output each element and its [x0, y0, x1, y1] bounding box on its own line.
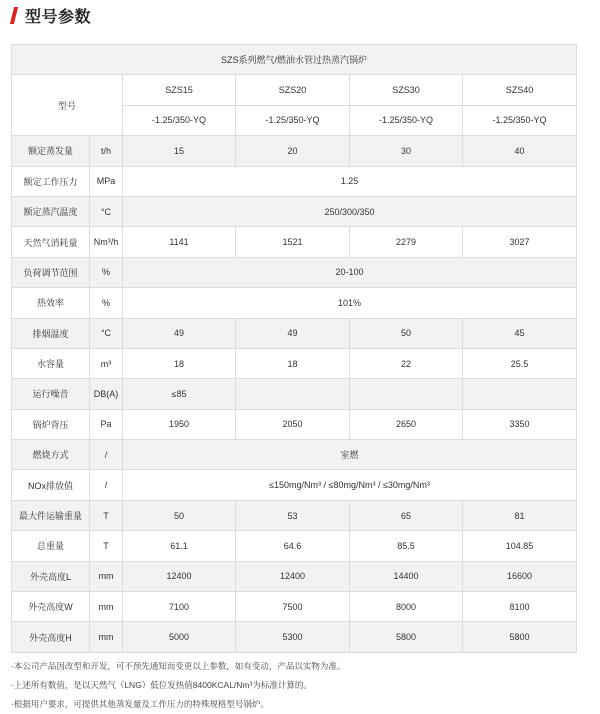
cell-value: 8100	[463, 592, 577, 622]
cell-value	[236, 379, 350, 409]
row-unit: Nm³/h	[90, 227, 123, 257]
row-unit: Pa	[90, 409, 123, 439]
model-suffix: -1.25/350-YQ	[463, 105, 577, 135]
cell-value: 5800	[463, 622, 577, 652]
cell-value: 1950	[123, 409, 236, 439]
cell-value: 2050	[236, 409, 350, 439]
table-row	[12, 318, 577, 348]
table-row	[12, 592, 577, 622]
row-unit: mm	[90, 561, 123, 591]
row-label: 额定蒸发量	[12, 136, 90, 166]
cell-value: 3027	[463, 227, 577, 257]
cell-value: 3350	[463, 409, 577, 439]
row-label: 最大件运输重量	[12, 500, 90, 530]
cell-value	[350, 379, 463, 409]
table-row	[12, 257, 577, 287]
table-row	[12, 166, 577, 196]
row-label: 负荷调节范围	[12, 257, 90, 287]
model-name: SZS20	[236, 75, 350, 105]
cell-value: 12400	[236, 561, 350, 591]
row-unit: T	[90, 531, 123, 561]
cell-value: 1521	[236, 227, 350, 257]
cell-value: 16600	[463, 561, 577, 591]
model-name: SZS30	[350, 75, 463, 105]
row-label: 额定蒸汽温度	[12, 196, 90, 226]
row-unit: t/h	[90, 136, 123, 166]
cell-value: 20	[236, 136, 350, 166]
table-row	[12, 561, 577, 591]
row-unit: %	[90, 288, 123, 318]
cell-value: 81	[463, 500, 577, 530]
cell-value: 104.85	[463, 531, 577, 561]
row-label: 锅炉背压	[12, 409, 90, 439]
cell-value: 14400	[350, 561, 463, 591]
cell-value: 50	[123, 500, 236, 530]
table-row	[12, 227, 577, 257]
row-label: 排烟温度	[12, 318, 90, 348]
model-label: 型号	[12, 75, 123, 136]
cell-value: 7100	[123, 592, 236, 622]
section-heading	[10, 2, 91, 28]
row-unit: °C	[90, 318, 123, 348]
row-unit: mm	[90, 622, 123, 652]
row-unit: %	[90, 257, 123, 287]
row-unit: /	[90, 470, 123, 500]
section-title: 型号参数	[25, 6, 92, 26]
cell-value: 15	[123, 136, 236, 166]
cell-value: 85.5	[350, 531, 463, 561]
cell-value: 22	[350, 348, 463, 378]
model-suffix: -1.25/350-YQ	[123, 105, 236, 135]
row-label: 额定工作压力	[12, 166, 90, 196]
cell-value: 50	[350, 318, 463, 348]
row-unit: m³	[90, 348, 123, 378]
table-row	[12, 440, 577, 470]
cell-value: 12400	[123, 561, 236, 591]
cell-value: 2650	[350, 409, 463, 439]
row-unit: DB(A)	[90, 379, 123, 409]
cell-value: 18	[236, 348, 350, 378]
row-unit: T	[90, 500, 123, 530]
cell-value: 53	[236, 500, 350, 530]
spec-table	[11, 44, 577, 653]
footnote: ·上述所有数值，是以天然气（LNG）低位发热值8400KCAL/Nm³为标准计算的。	[11, 680, 312, 690]
cell-value: 1141	[123, 227, 236, 257]
footnote: ·本公司产品因改型和开发，可不预先通知而变更以上参数，如有变动，产品以实物为准。	[11, 661, 346, 671]
table-caption: SZS系列燃气/燃油水管过热蒸汽锅炉	[12, 45, 577, 75]
cell-value: 5300	[236, 622, 350, 652]
row-unit: /	[90, 440, 123, 470]
model-suffix: -1.25/350-YQ	[236, 105, 350, 135]
table-row	[12, 409, 577, 439]
cell-value: 49	[123, 318, 236, 348]
row-label: 总重量	[12, 531, 90, 561]
cell-value: 8000	[350, 592, 463, 622]
merged-value: 101%	[123, 288, 577, 318]
cell-value: 49	[236, 318, 350, 348]
footnote: ·根据用户要求，可提供其他蒸发量及工作压力的特殊规格型号锅炉。	[11, 699, 269, 709]
merged-value: ≤150mg/Nm³ / ≤80mg/Nm³ / ≤30mg/Nm³	[123, 470, 577, 500]
merged-value: 250/300/350	[123, 196, 577, 226]
cell-value	[463, 379, 577, 409]
table-row	[12, 531, 577, 561]
model-row	[12, 75, 577, 105]
cell-value: 65	[350, 500, 463, 530]
row-label: 热效率	[12, 288, 90, 318]
table-row	[12, 288, 577, 318]
row-unit: MPa	[90, 166, 123, 196]
table-row	[12, 348, 577, 378]
row-unit: °C	[90, 196, 123, 226]
cell-value: 61.1	[123, 531, 236, 561]
merged-value: 20-100	[123, 257, 577, 287]
cell-value: 30	[350, 136, 463, 166]
row-label: 燃烧方式	[12, 440, 90, 470]
cell-value: 7500	[236, 592, 350, 622]
accent-bar-icon	[10, 7, 18, 24]
row-unit: mm	[90, 592, 123, 622]
table-row	[12, 136, 577, 166]
table-row	[12, 622, 577, 652]
cell-value: 5800	[350, 622, 463, 652]
row-label: 外壳高度H	[12, 622, 90, 652]
cell-value: 25.5	[463, 348, 577, 378]
row-label: NOx排放值	[12, 470, 90, 500]
table-row	[12, 500, 577, 530]
cell-value: 18	[123, 348, 236, 378]
row-label: 水容量	[12, 348, 90, 378]
footnotes	[11, 657, 591, 714]
cell-value: 5000	[123, 622, 236, 652]
table-row	[12, 196, 577, 226]
model-name: SZS40	[463, 75, 577, 105]
row-label: 外壳高度L	[12, 561, 90, 591]
cell-value: ≤85	[123, 379, 236, 409]
cell-value: 2279	[350, 227, 463, 257]
caption-row	[12, 45, 577, 75]
row-label: 运行噪音	[12, 379, 90, 409]
cell-value: 40	[463, 136, 577, 166]
merged-value: 室燃	[123, 440, 577, 470]
table-row	[12, 379, 577, 409]
row-label: 外壳高度W	[12, 592, 90, 622]
model-suffix: -1.25/350-YQ	[350, 105, 463, 135]
cell-value: 64.6	[236, 531, 350, 561]
model-name: SZS15	[123, 75, 236, 105]
cell-value: 45	[463, 318, 577, 348]
merged-value: 1.25	[123, 166, 577, 196]
table-row	[12, 470, 577, 500]
row-label: 天然气消耗量	[12, 227, 90, 257]
